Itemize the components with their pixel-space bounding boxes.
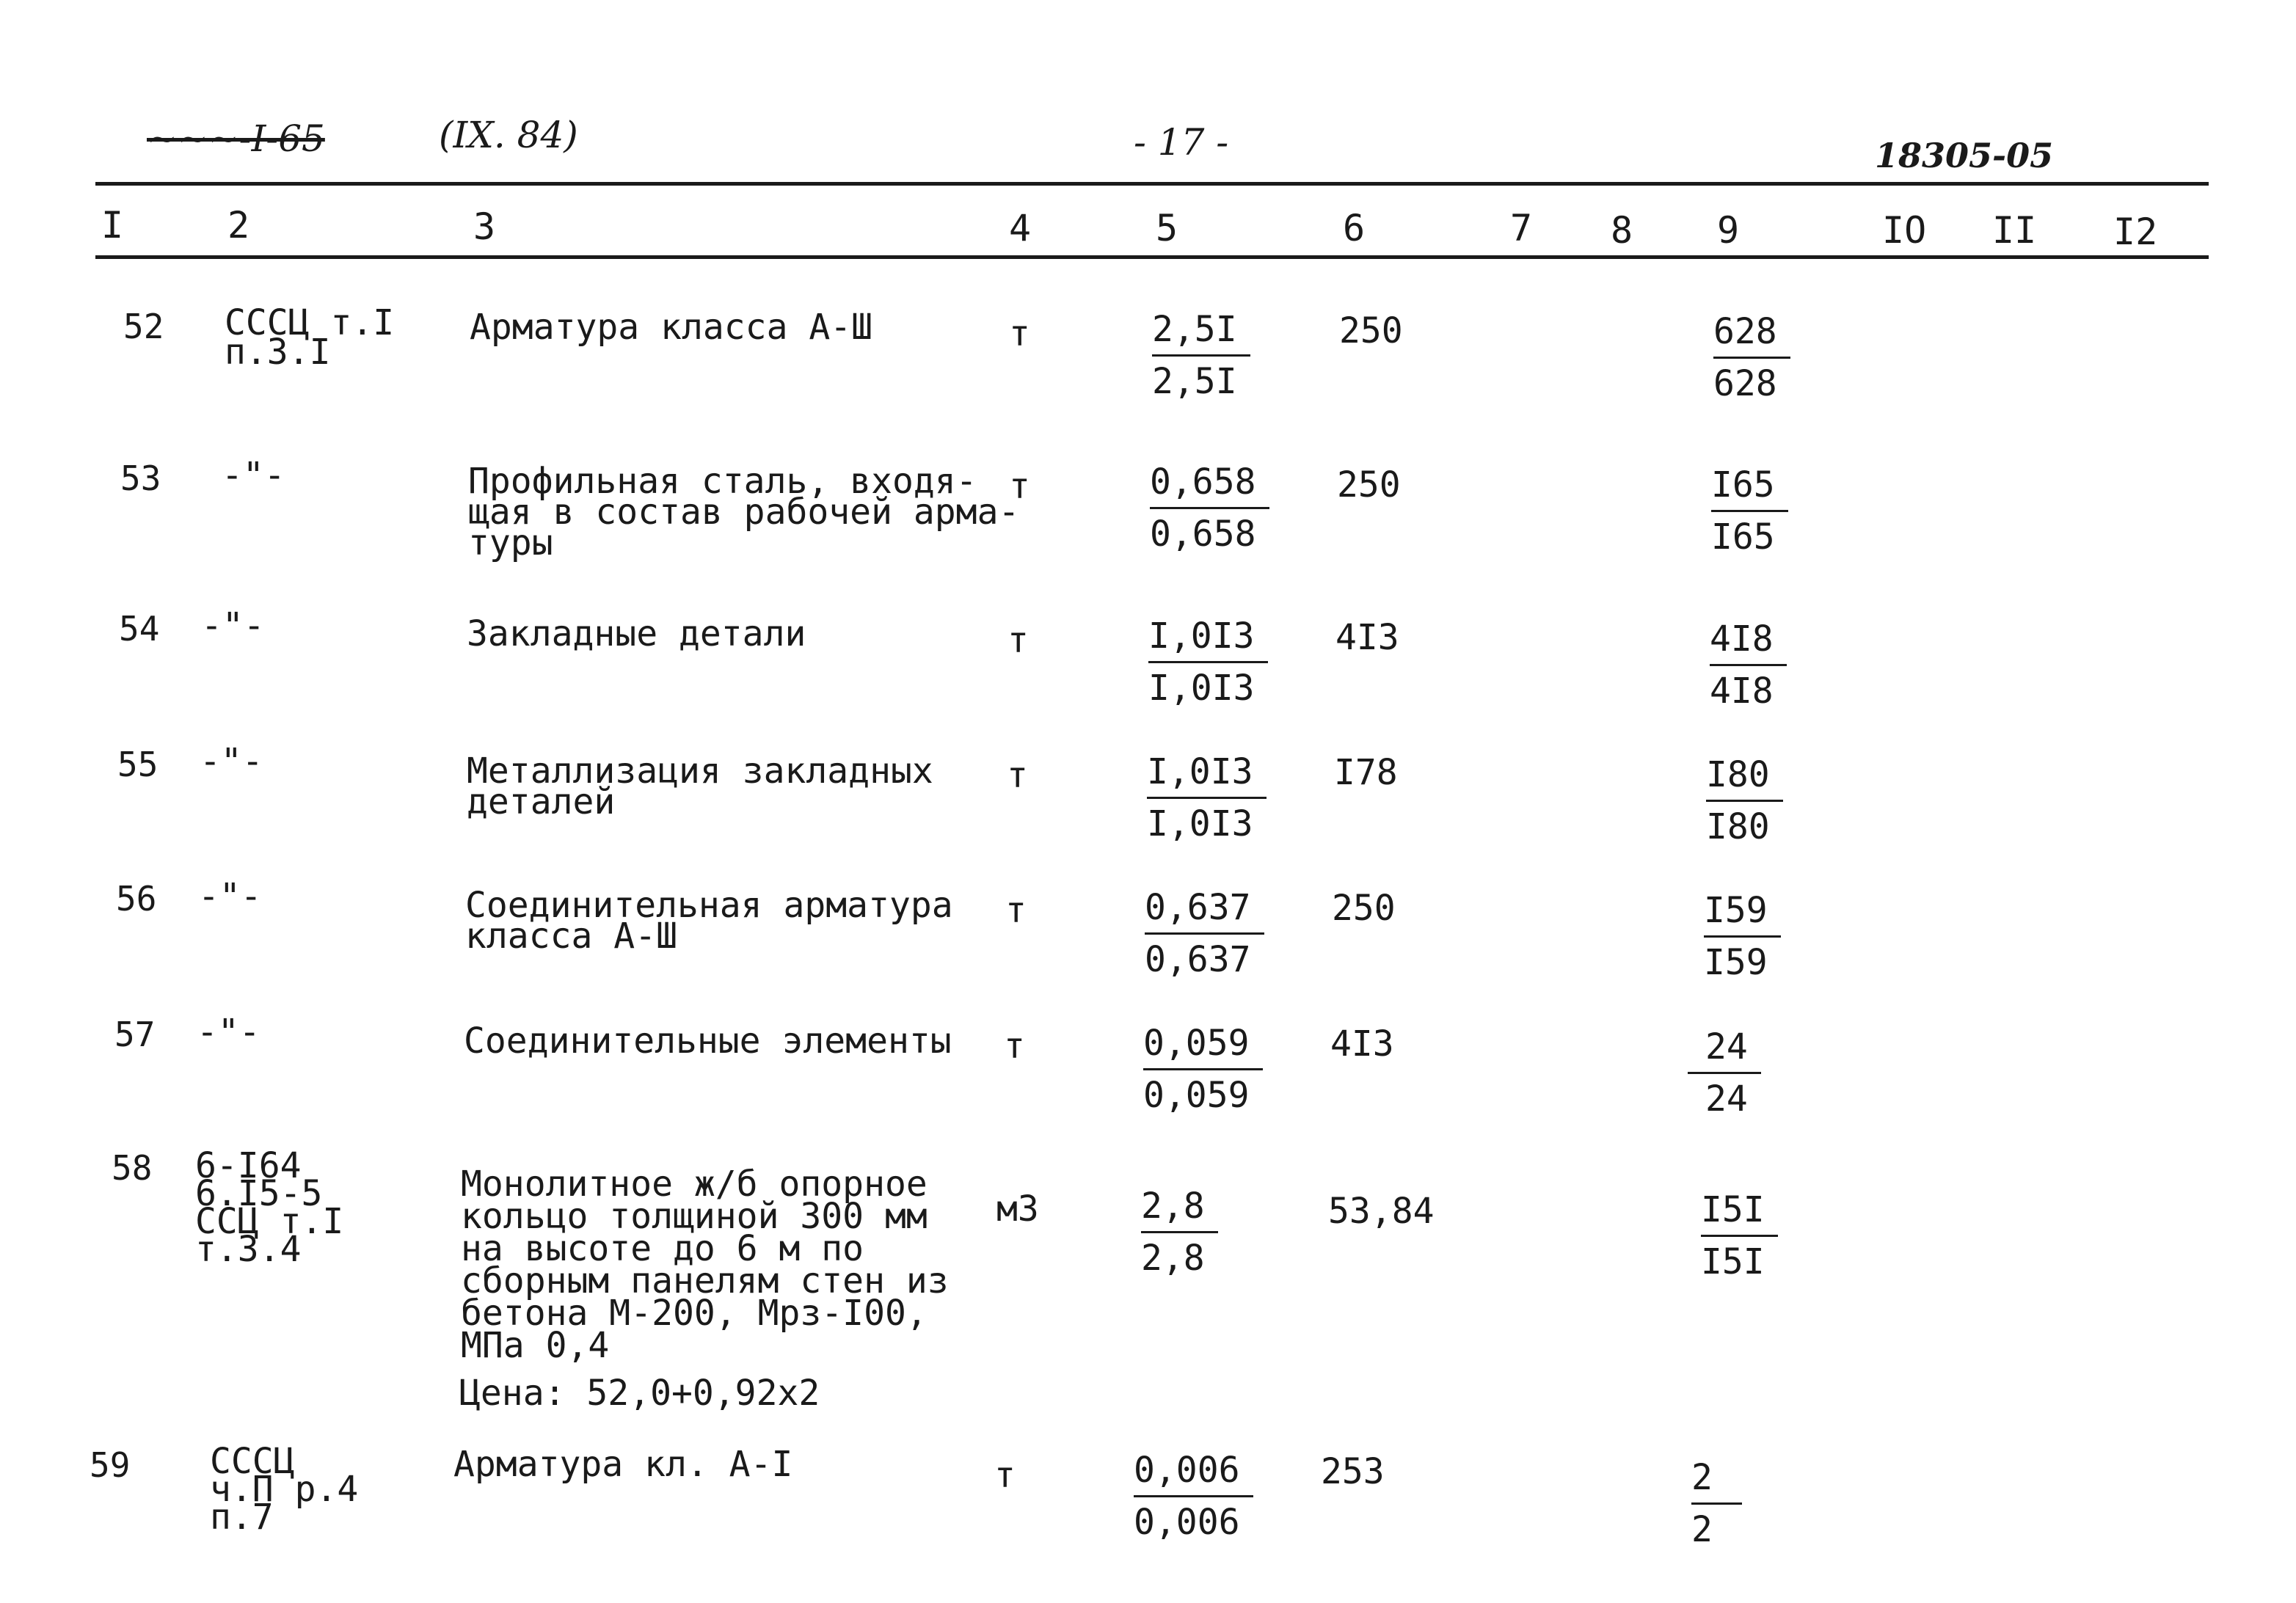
sum-bottom: 24: [1705, 1078, 1748, 1120]
row-price-note: Цена: 52,0+0,92х2: [459, 1373, 820, 1414]
row-source: -"-: [198, 876, 262, 917]
row-number: 52: [123, 307, 164, 346]
row-source: -"-: [200, 741, 263, 782]
quantity-bottom: 2,5I: [1152, 361, 1237, 402]
header-bottom-rule: [95, 255, 2209, 259]
row-quantity: [1134, 1445, 1253, 1547]
row-unit: т: [1007, 755, 1028, 796]
row-name: Монолитное ж/б опорное кольцо толщиной 300 мм на высоте до 6 м по сборным панелям стен из бетона М-200, Мрз-I00, МПа 0,4: [461, 1164, 949, 1366]
row-name: Соединительные элементы: [464, 1020, 952, 1062]
sum-bottom: I5I: [1701, 1241, 1765, 1282]
quantity-top: 0,059: [1143, 1018, 1263, 1070]
row-sum: [1710, 614, 1787, 716]
col-header-2: 2: [227, 204, 250, 247]
quantity-bottom: 2,8: [1141, 1238, 1205, 1279]
row-sum: [1711, 460, 1788, 562]
sum-bottom: I59: [1704, 942, 1768, 983]
sum-top: I80: [1706, 750, 1783, 802]
row-sum: [1713, 307, 1790, 409]
row-number: 57: [114, 1015, 156, 1054]
col-header-4: 4: [1009, 207, 1032, 249]
row-sum: [1688, 1022, 1761, 1124]
sum-top: I65: [1711, 460, 1788, 512]
row-name: Закладные детали: [467, 613, 806, 654]
quantity-top: I,0I3: [1148, 611, 1268, 663]
row-unit: т: [1005, 890, 1027, 931]
sum-bottom: I65: [1711, 516, 1775, 558]
col-header-11: II: [1992, 209, 2037, 252]
sum-top: I59: [1704, 886, 1781, 938]
quantity-top: 2,8: [1141, 1181, 1218, 1233]
row-unit: т: [1007, 620, 1029, 661]
row-sum: [1691, 1453, 1742, 1555]
row-price: 253: [1321, 1451, 1385, 1492]
row-name: Арматура кл. А-I: [453, 1444, 793, 1485]
row-source: СССЦ ч.П р.4 п.7: [210, 1441, 359, 1538]
col-header-7: 7: [1510, 207, 1533, 249]
row-quantity: [1148, 611, 1268, 713]
row-price: 4I3: [1330, 1023, 1394, 1065]
sum-bottom: 628: [1713, 363, 1777, 404]
reference-number: 18305-05: [1875, 136, 2054, 175]
quantity-top: 0,637: [1145, 883, 1264, 935]
row-price: 250: [1339, 310, 1403, 351]
issue-date: (IX. 84): [439, 114, 578, 156]
sum-bottom: I80: [1706, 806, 1770, 847]
row-source: -"-: [201, 605, 265, 646]
quantity-top: 0,006: [1134, 1445, 1253, 1497]
row-quantity: [1147, 747, 1267, 849]
row-price: 250: [1337, 464, 1401, 505]
row-unit: т: [994, 1455, 1016, 1496]
col-header-9: 9: [1717, 209, 1740, 252]
quantity-bottom: I,0I3: [1148, 668, 1255, 709]
row-unit: т: [1009, 313, 1030, 354]
sum-top: 24: [1688, 1022, 1761, 1074]
row-name: Профильная сталь, входя- щая в состав рабочей арма- туры: [468, 461, 1020, 563]
row-price: 250: [1332, 888, 1396, 929]
row-unit: т: [1004, 1026, 1025, 1067]
col-header-3: 3: [473, 205, 496, 248]
quantity-bottom: I,0I3: [1147, 803, 1253, 844]
row-source: -"-: [197, 1012, 260, 1053]
sum-bottom: 2: [1691, 1509, 1713, 1550]
doc-code: ~~~-I-65: [147, 117, 325, 160]
quantity-top: I,0I3: [1147, 747, 1267, 799]
row-number: 56: [116, 879, 157, 919]
row-number: 55: [117, 745, 158, 784]
row-number: 53: [120, 459, 161, 498]
row-number: 59: [90, 1445, 131, 1485]
quantity-bottom: 0,006: [1134, 1502, 1240, 1543]
sum-bottom: 4I8: [1710, 671, 1774, 712]
row-sum: [1704, 886, 1781, 987]
row-sum: [1701, 1185, 1778, 1287]
row-source: 6-I64 6.I5-5 ССЦ т.I т.3.4: [195, 1145, 344, 1270]
header-top-rule: [95, 182, 2209, 186]
quantity-bottom: 0,637: [1145, 939, 1251, 980]
row-unit: т: [1009, 466, 1030, 507]
row-number: 58: [112, 1148, 153, 1188]
col-header-10: IO: [1882, 209, 1927, 252]
sum-top: I5I: [1701, 1185, 1778, 1237]
row-quantity: [1141, 1181, 1218, 1283]
sum-top: 2: [1691, 1453, 1742, 1505]
quantity-top: 0,658: [1150, 457, 1269, 509]
row-name: Металлизация закладных деталей: [467, 751, 933, 822]
quantity-bottom: 0,658: [1150, 514, 1256, 555]
row-price: 4I3: [1335, 617, 1399, 658]
row-quantity: [1143, 1018, 1263, 1120]
row-number: 54: [119, 609, 160, 649]
row-sum: [1706, 750, 1783, 852]
row-source: -"-: [222, 455, 285, 496]
row-price: 53,84: [1328, 1191, 1435, 1232]
col-header-8: 8: [1611, 209, 1633, 252]
row-source: СССЦ т.I п.3.I: [225, 302, 395, 373]
col-header-5: 5: [1156, 207, 1178, 249]
sum-top: 628: [1713, 307, 1790, 359]
row-price: I78: [1334, 752, 1398, 793]
page-number: - 17 -: [1134, 121, 1229, 164]
col-header-12: I2: [2113, 211, 2158, 253]
sum-top: 4I8: [1710, 614, 1787, 666]
col-header-6: 6: [1343, 207, 1366, 249]
row-quantity: [1145, 883, 1264, 985]
quantity-bottom: 0,059: [1143, 1075, 1250, 1116]
quantity-top: 2,5I: [1152, 304, 1250, 357]
row-quantity: [1150, 457, 1269, 559]
row-unit: м3: [996, 1188, 1039, 1230]
row-name: Арматура класса А-Ш: [470, 307, 873, 348]
col-header-1: I: [101, 204, 124, 247]
row-name: Соединительная арматура класса А-Ш: [465, 885, 953, 957]
row-quantity: [1152, 304, 1250, 406]
